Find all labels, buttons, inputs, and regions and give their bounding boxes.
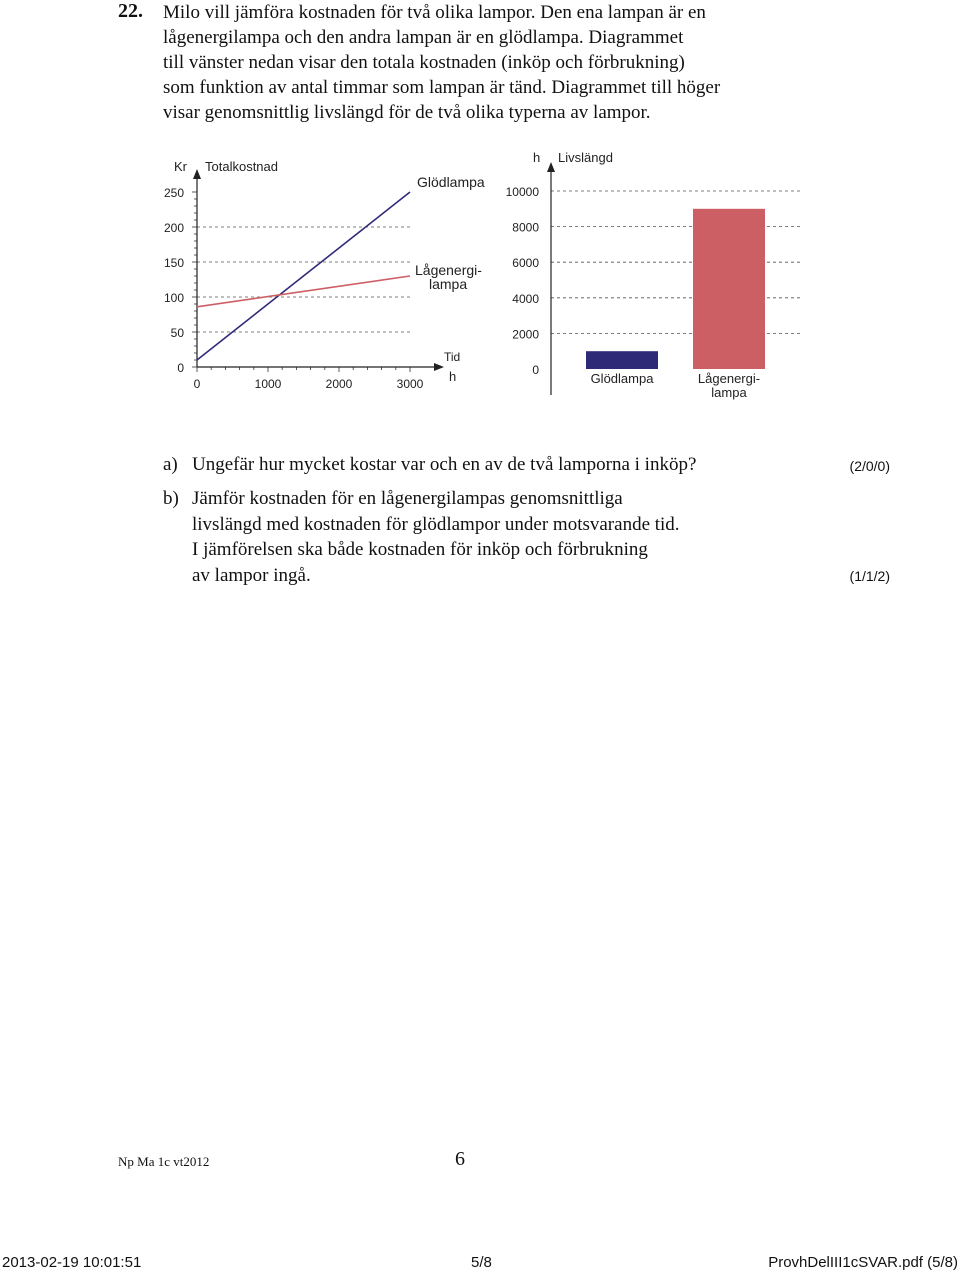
chart-title: Livslängd bbox=[558, 150, 613, 165]
y-tick-label: 50 bbox=[170, 326, 184, 340]
series-line bbox=[197, 276, 410, 307]
x-tick-label: 1000 bbox=[254, 377, 282, 391]
question-intro bbox=[163, 0, 803, 125]
print-page-count: 5/8 bbox=[471, 1254, 492, 1271]
y-tick-label: 8000 bbox=[512, 220, 539, 235]
intro-line: visar genomsnittlig livslängd för de två olika typerna av lampor. bbox=[163, 102, 651, 123]
y-axis-arrow-icon bbox=[547, 162, 555, 172]
x-tick-label: 0 bbox=[193, 377, 201, 391]
part-label: a) bbox=[163, 454, 178, 475]
category-label: Glödlampa bbox=[590, 371, 654, 386]
y-tick-label: 0 bbox=[177, 361, 184, 375]
lifespan-chart bbox=[495, 140, 815, 410]
intro-line: lågenergilampa och den andra lampan är en glödlampa. Diagrammet bbox=[163, 27, 684, 48]
part-b-text: av lampor ingå. bbox=[192, 564, 311, 586]
intro-line: till vänster nedan visar den totala kostnaden (inköp och förbrukning) bbox=[163, 52, 685, 73]
category-label: lampa bbox=[711, 385, 747, 400]
series-label-lagenergilampa: lampa bbox=[429, 276, 468, 292]
part-b-text: livslängd med kostnaden för glödlampor under motsvarande tid. bbox=[192, 513, 680, 535]
y-tick-label: 200 bbox=[163, 221, 184, 235]
y-axis-label: h bbox=[533, 150, 541, 165]
y-tick-label: 250 bbox=[163, 186, 184, 200]
x-tick-label: 3000 bbox=[396, 377, 424, 391]
bar bbox=[586, 351, 658, 369]
y-tick-label: 6000 bbox=[512, 256, 539, 271]
part-b-text: I jämförelsen ska både kostnaden för inköp och förbrukning bbox=[192, 539, 648, 560]
x-axis-unit: h bbox=[449, 369, 457, 384]
category-label: Lågenergi- bbox=[697, 371, 761, 386]
part-b-text: Jämför kostnaden för en lågenergilampas genomsnittliga bbox=[192, 488, 623, 509]
part-a-points: (2/0/0) bbox=[849, 458, 890, 474]
part-b-points: (1/1/2) bbox=[849, 568, 890, 584]
chart-title: Totalkostnad bbox=[205, 159, 278, 174]
series-label-lagenergilampa: Lågenergi- bbox=[415, 262, 482, 278]
bar bbox=[693, 209, 765, 369]
y-axis-arrow-icon bbox=[193, 169, 201, 179]
y-tick-label: 2000 bbox=[512, 327, 539, 342]
x-axis-label: Tid bbox=[444, 350, 461, 364]
x-tick-label: 2000 bbox=[325, 377, 353, 391]
part-label: b) bbox=[163, 488, 179, 509]
exam-code: Np Ma 1c vt2012 bbox=[118, 1154, 210, 1169]
print-filename: ProvhDelIII1cSVAR.pdf (5/8) bbox=[768, 1254, 958, 1271]
y-axis-label: Kr bbox=[174, 159, 187, 174]
y-tick-label: 4000 bbox=[512, 291, 539, 306]
y-tick-label: 0 bbox=[532, 363, 539, 377]
print-timestamp: 2013-02-19 10:01:51 bbox=[2, 1254, 142, 1271]
y-tick-label: 150 bbox=[163, 256, 184, 270]
part-a-text: Ungefär hur mycket kostar var och en av de två lamporna i inköp? bbox=[192, 454, 697, 475]
total-cost-chart bbox=[150, 145, 510, 405]
x-axis-arrow-icon bbox=[434, 363, 444, 371]
series-line bbox=[197, 192, 410, 360]
y-tick-label: 100 bbox=[163, 291, 184, 305]
page-number: 6 bbox=[455, 1148, 465, 1170]
y-tick-label: 10000 bbox=[505, 185, 539, 199]
intro-line: Milo vill jämföra kostnaden för två olika lampor. Den ena lampan är en bbox=[163, 2, 706, 23]
question-number: 22. bbox=[118, 0, 143, 22]
series-label-glodlampa: Glödlampa bbox=[417, 174, 485, 190]
intro-line: som funktion av antal timmar som lampan är tänd. Diagrammet till höger bbox=[163, 77, 721, 98]
